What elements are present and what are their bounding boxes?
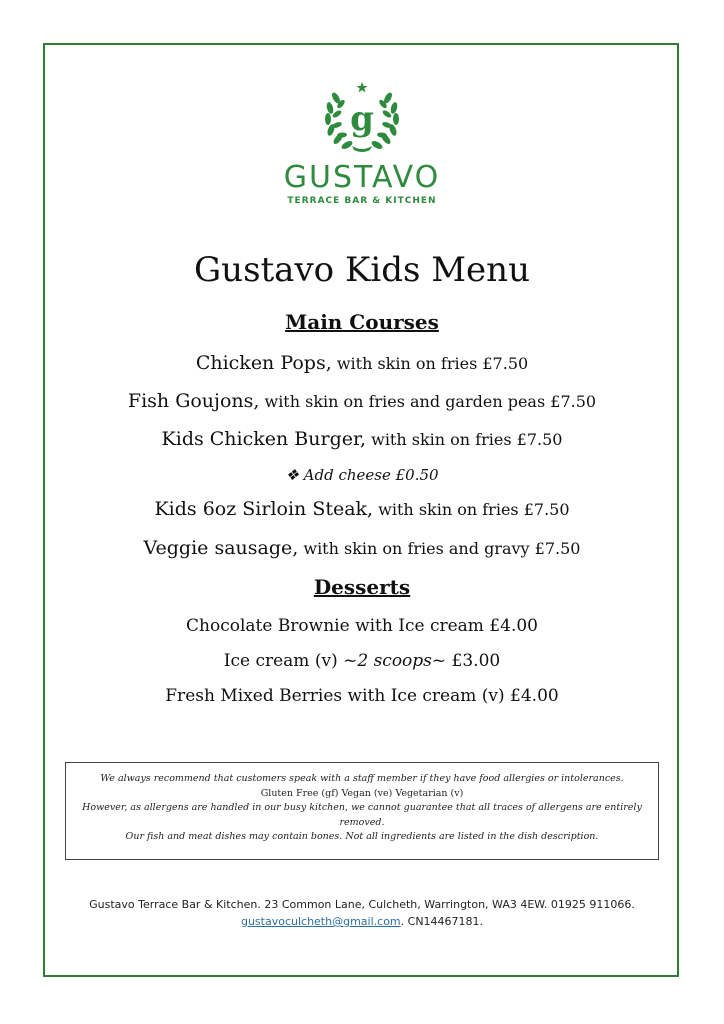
menu-item-veggie-sausage [0,537,724,559]
menu-item-chicken-pops [0,352,724,374]
item-name: Veggie sausage, [143,537,299,559]
dessert-note: ~2 scoops~ [343,651,447,671]
desserts-heading: Desserts [313,575,411,599]
brand-name: GUSTAVO [283,160,441,195]
menu-item-fish-goujons [0,390,724,412]
item-desc: with skin on fries and gravy [298,539,530,558]
dessert-name: Ice cream (v) [223,651,344,671]
footer-address: Gustavo Terrace Bar & Kitchen. 23 Common Lane, Culcheth, Warrington, WA3 4EW. 01925 911066. [89,898,635,911]
item-price: £7.50 [545,392,597,411]
addon-add-cheese: ❖ Add cheese £0.50 [285,466,439,484]
brand-tagline: TERRACE BAR & KITCHEN [287,196,437,206]
company-number: . CN14467181. [400,915,484,928]
item-desc: with skin on fries [331,354,478,373]
item-price: £7.50 [477,354,529,373]
item-name: Fish Goujons, [127,390,260,412]
menu-item-kids-chicken-burger [0,428,724,450]
item-price: £7.50 [518,500,570,519]
item-price: £7.50 [529,539,581,558]
allergy-line-4: Our fish and meat dishes may contain bones. Not all ingredients are listed in the dish description. [125,831,599,842]
allergy-line-3: However, as allergens are handled in our busy kitchen, we cannot guarantee that all traces of allergens are entirely removed. [82,802,642,828]
email-link[interactable]: gustavoculcheth@gmail.com [240,915,401,928]
dessert-ice-cream [0,651,724,671]
item-desc: with skin on fries [373,500,519,519]
item-name: Kids 6oz Sirloin Steak, [154,498,374,520]
logo-letter: g [350,99,374,139]
allergy-line-1: We always recommend that customers speak with a staff member if they have food allergies or intolerances. [100,773,624,784]
dessert-price: £3.00 [446,651,501,671]
item-name: Chicken Pops, [195,352,332,374]
menu-item-sirloin-steak [0,498,724,520]
gustavo-logo [0,80,724,152]
dessert-chocolate-brownie: Chocolate Brownie with Ice cream £4.00 [186,616,538,636]
footer [0,896,724,930]
item-desc: with skin on fries and garden peas [259,392,546,411]
footer-contact [0,913,724,930]
dessert-mixed-berries: Fresh Mixed Berries with Ice cream (v) £4.00 [165,686,559,706]
allergy-line-2: Gluten Free (gf) Vegan (ve) Vegetarian (v) [260,787,464,799]
allergy-notice [65,762,659,860]
laurel-wreath-icon [322,80,402,152]
item-desc: with skin on fries [366,430,512,449]
main-courses-heading: Main Courses [285,310,439,334]
item-price: £7.50 [511,430,563,449]
item-name: Kids Chicken Burger, [161,428,367,450]
page-title: Gustavo Kids Menu [194,250,530,290]
